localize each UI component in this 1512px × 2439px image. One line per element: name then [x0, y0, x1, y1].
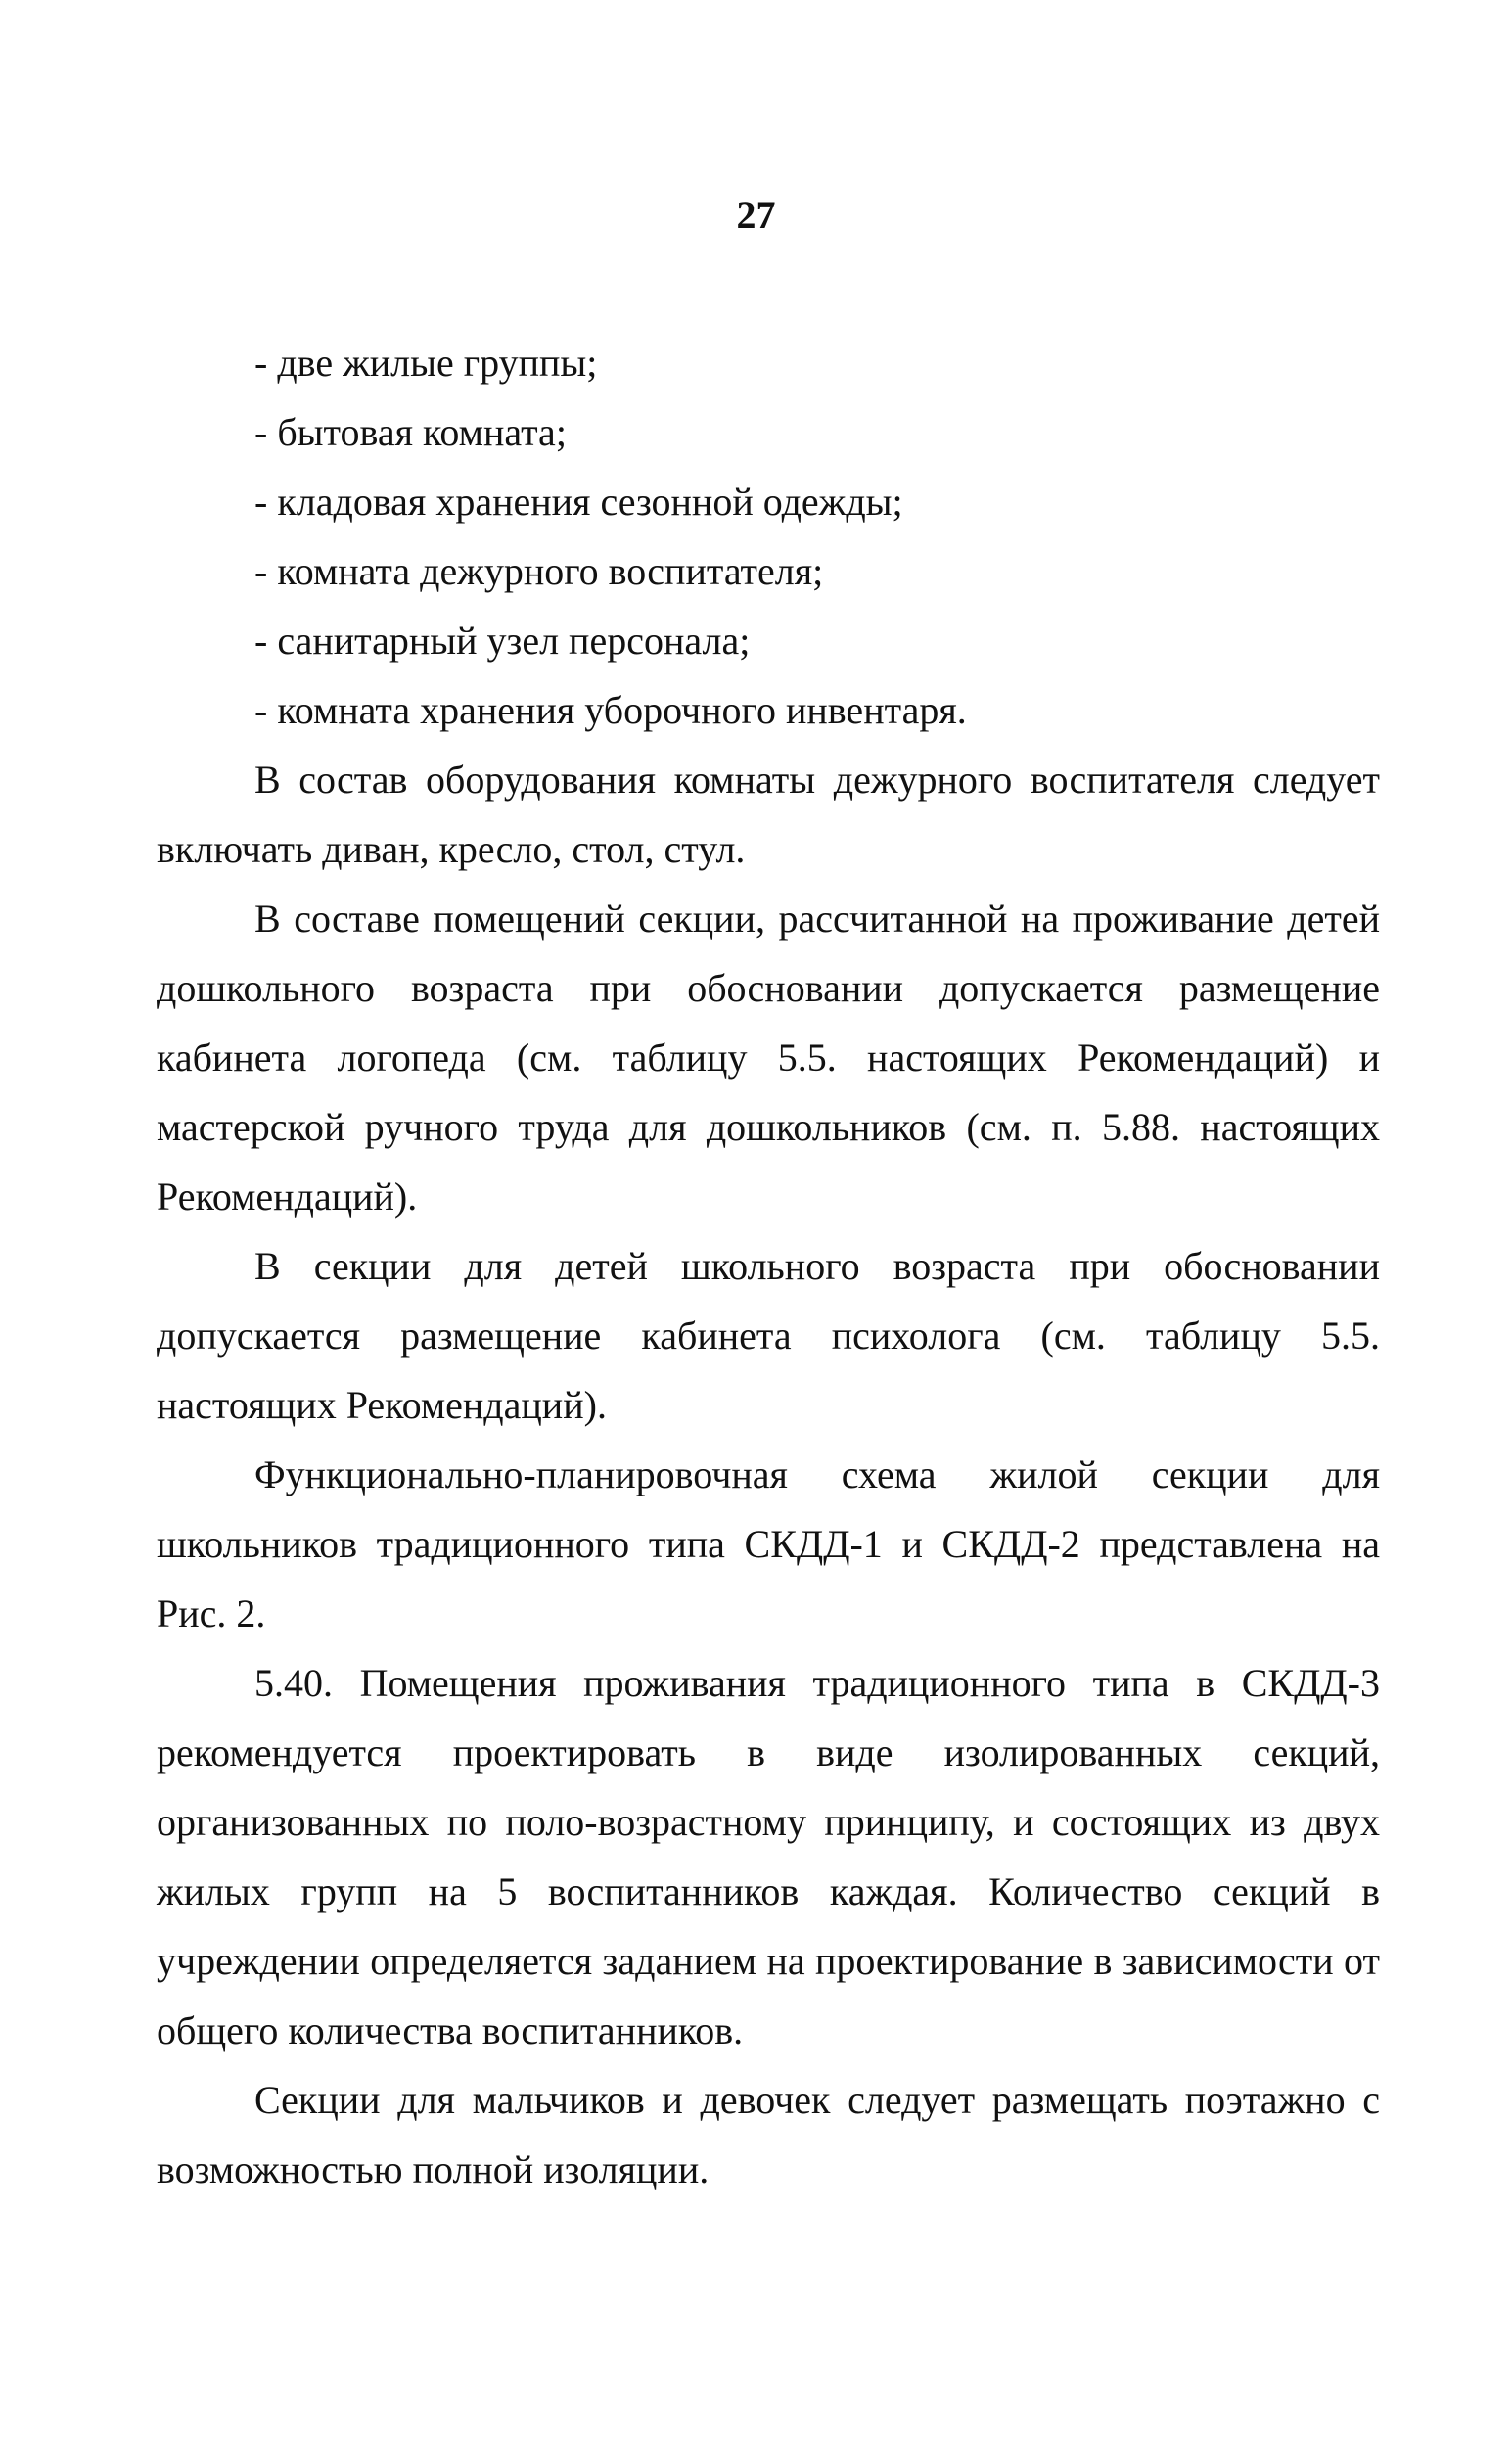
list-item: - бытовая комната; — [254, 410, 567, 454]
paragraph-school-section: В секции для детей школьного возраста при обосновании допускается размещение кабинета психолога (см. таблицу 5.5. настоящих Рекомендаций). — [157, 1244, 1380, 1427]
list-item: - две жилые группы; — [254, 341, 598, 385]
list-item: - комната хранения уборочного инвентаря. — [254, 688, 967, 732]
paragraph-equipment: В состав оборудования комнаты дежурного воспитателя следует включать диван, кресло, стол, стул. — [157, 758, 1380, 871]
page-body — [157, 328, 1380, 2204]
room-list — [157, 328, 1380, 745]
paragraph-floor-separation: Секции для мальчиков и девочек следует размещать поэтажно с возможностью полной изоляции. — [157, 2078, 1380, 2191]
paragraph-clause-5-40: 5.40. Помещения проживания традиционного типа в СКДД-3 рекомендуется проектировать в виде изолированных секций, организованных по поло-возрастному принципу, и состоящих из двух жилых групп на 5 воспитанников каждая. Количество секций в учреждении определяется заданием на проектирование в зависимости от общего количества воспитанников. — [157, 1661, 1380, 2052]
list-item: - кладовая хранения сезонной одежды; — [254, 480, 903, 524]
paragraph-layout-scheme: Функционально-планировочная схема жилой секции для школьников традиционного типа СКДД-1 и СКДД-2 представлена на Рис. 2. — [157, 1452, 1380, 1635]
paragraph-preschool-section: В составе помещений секции, рассчитанной на проживание детей дошкольного возраста при обосновании допускается размещение кабинета логопеда (см. таблицу 5.5. настоящих Рекомендаций) и мастерской ручного труда для дошкольников (см. п. 5.88. настоящих Рекомендаций). — [157, 897, 1380, 1219]
page-number: 27 — [736, 193, 776, 237]
list-item: - комната дежурного воспитателя; — [254, 549, 824, 593]
list-item: - санитарный узел персонала; — [254, 619, 751, 663]
